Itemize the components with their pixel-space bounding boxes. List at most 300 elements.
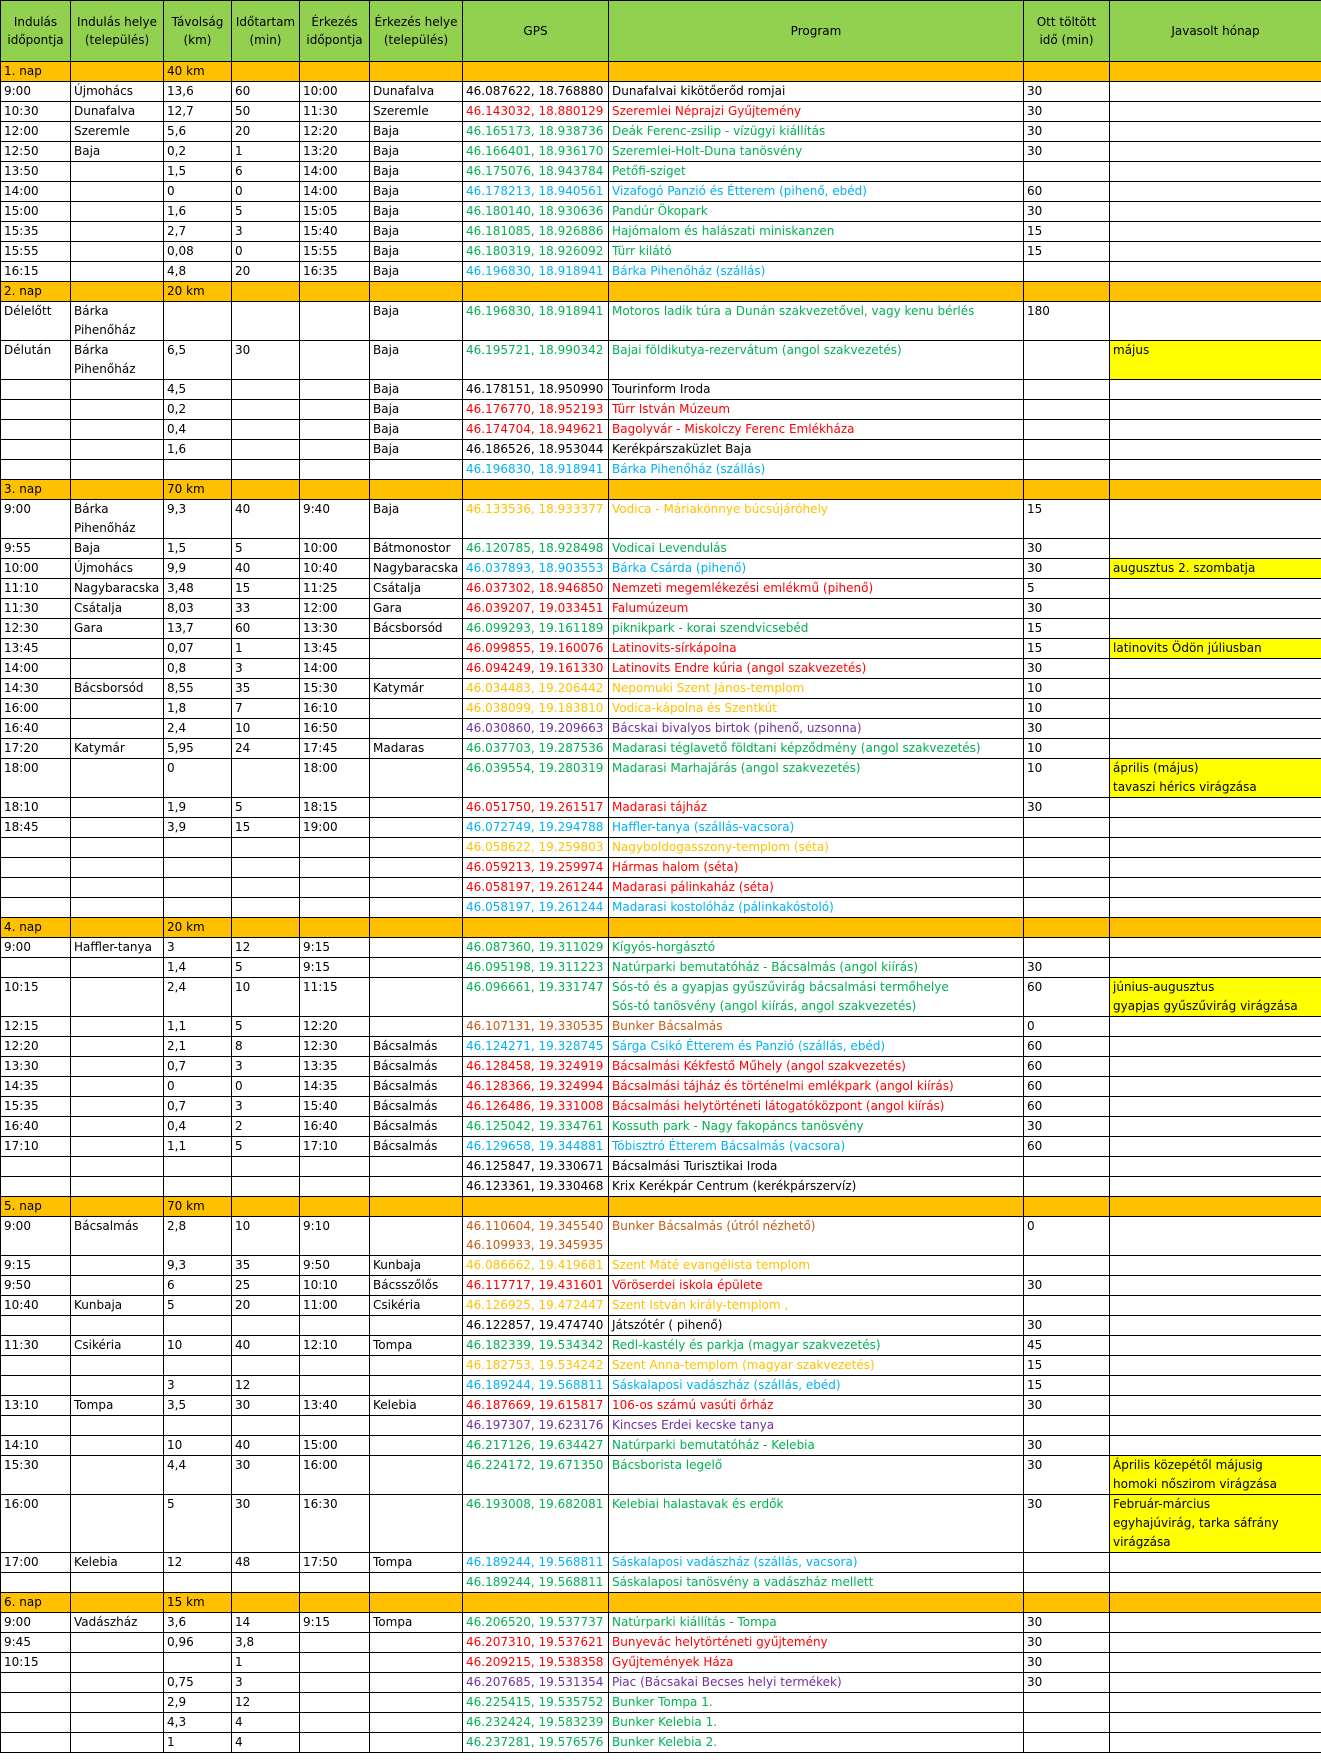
arrival-place: Baja <box>370 420 463 440</box>
program-name <box>609 579 1024 599</box>
arrival-time <box>300 838 370 858</box>
program-text: Sárga Csikó Étterem és Panzió (szállás, ebéd) <box>612 1039 886 1053</box>
program-text: Haffler-tanya (szállás-vacsora) <box>612 820 795 834</box>
distance-km: 13,6 <box>164 82 232 102</box>
departure-place: Csikéria <box>71 1336 164 1356</box>
departure-time: 14:30 <box>1 679 71 699</box>
time-spent: 60 <box>1024 1097 1110 1117</box>
itinerary-row <box>1 440 1321 460</box>
program-text: Szent Máté evangélista templom <box>612 1258 811 1272</box>
suggested-month <box>1110 1217 1321 1256</box>
day-distance: 20 km <box>164 282 232 302</box>
arrival-time: 15:40 <box>300 1097 370 1117</box>
suggested-month <box>1110 242 1321 262</box>
program-name <box>609 1157 1024 1177</box>
departure-place <box>71 858 164 878</box>
time-spent <box>1024 1296 1110 1316</box>
gps-value: 46.123361, 19.330468 <box>466 1179 604 1193</box>
distance-km: 0,4 <box>164 1117 232 1137</box>
time-spent: 60 <box>1024 1037 1110 1057</box>
itinerary-row <box>1 1653 1321 1673</box>
day-distance: 20 km <box>164 918 232 938</box>
day-label: 3. nap <box>1 480 71 500</box>
program-name <box>609 1633 1024 1653</box>
suggested-month <box>1110 579 1321 599</box>
distance-km: 3,48 <box>164 579 232 599</box>
distance-km: 6 <box>164 1276 232 1296</box>
suggested-month <box>1110 1177 1321 1197</box>
program-name <box>609 679 1024 699</box>
duration-min: 40 <box>232 500 300 539</box>
time-spent: 60 <box>1024 1077 1110 1097</box>
arrival-time: 13:45 <box>300 639 370 659</box>
departure-place: Nagybaracska <box>71 579 164 599</box>
month-text: Február-március <box>1113 1497 1211 1511</box>
program-name <box>609 1077 1024 1097</box>
itinerary-row <box>1 1097 1321 1117</box>
program-text: piknikpark - korai szendvicsebéd <box>612 621 809 635</box>
gps-value: 46.037703, 19.287536 <box>466 741 604 755</box>
arrival-time <box>300 1653 370 1673</box>
gps-coordinates <box>463 341 609 380</box>
arrival-time: 14:00 <box>300 182 370 202</box>
distance-km: 0,8 <box>164 659 232 679</box>
gps-coordinates <box>463 1316 609 1336</box>
program-text: Bácsborista legelő <box>612 1458 723 1472</box>
arrival-time <box>300 1416 370 1436</box>
duration-min: 10 <box>232 1217 300 1256</box>
gps-value: 46.058197, 19.261244 <box>466 880 604 894</box>
distance-km <box>164 460 232 480</box>
arrival-time: 11:30 <box>300 102 370 122</box>
duration-min: 50 <box>232 102 300 122</box>
suggested-month <box>1110 1336 1321 1356</box>
header-row <box>1 1 1321 62</box>
time-spent: 30 <box>1024 1316 1110 1336</box>
gps-value: 46.059213, 19.259974 <box>466 860 604 874</box>
itinerary-row <box>1 1673 1321 1693</box>
gps-coordinates <box>463 1057 609 1077</box>
arrival-place: Csikéria <box>370 1296 463 1316</box>
departure-place: Bárka Pihenőház <box>71 341 164 380</box>
departure-time <box>1 1713 71 1733</box>
arrival-place: Dunafalva <box>370 82 463 102</box>
distance-km: 2,8 <box>164 1217 232 1256</box>
departure-place <box>71 380 164 400</box>
departure-place <box>71 719 164 739</box>
suggested-month <box>1110 1436 1321 1456</box>
program-text: Gyűjtemények Háza <box>612 1655 734 1669</box>
arrival-place: Baja <box>370 142 463 162</box>
gps-coordinates <box>463 1097 609 1117</box>
gps-coordinates <box>463 162 609 182</box>
program-text: Hármas halom (séta) <box>612 860 739 874</box>
gps-value: 46.096661, 19.331747 <box>466 980 604 994</box>
program-name <box>609 1296 1024 1316</box>
gps-coordinates <box>463 460 609 480</box>
gps-value: 46.143032, 18.880129 <box>466 104 604 118</box>
arrival-time: 13:35 <box>300 1057 370 1077</box>
departure-place <box>71 1177 164 1197</box>
distance-km: 0,2 <box>164 400 232 420</box>
departure-place <box>71 1017 164 1037</box>
day-spacer <box>1024 918 1110 938</box>
duration-min: 20 <box>232 1296 300 1316</box>
header-departure-place: Indulás helye (település) <box>71 1 164 62</box>
departure-time <box>1 420 71 440</box>
day-spacer <box>463 62 609 82</box>
arrival-place: Bácsalmás <box>370 1097 463 1117</box>
distance-km: 4,4 <box>164 1456 232 1495</box>
departure-time: 15:30 <box>1 1456 71 1495</box>
program-text: Nemzeti megemlékezési emlékmű (pihenő) <box>612 581 874 595</box>
gps-value: 46.180140, 18.930636 <box>466 204 604 218</box>
departure-place <box>71 460 164 480</box>
program-text: Sáskalaposi vadászház (szállás, vacsora) <box>612 1555 858 1569</box>
time-spent: 30 <box>1024 539 1110 559</box>
duration-min: 3 <box>232 659 300 679</box>
suggested-month <box>1110 798 1321 818</box>
departure-place <box>71 1495 164 1553</box>
departure-time <box>1 460 71 480</box>
departure-place: Újmohács <box>71 559 164 579</box>
gps-value: 46.232424, 19.583239 <box>466 1715 604 1729</box>
program-name <box>609 878 1024 898</box>
program-name <box>609 262 1024 282</box>
gps-value: 46.189244, 19.568811 <box>466 1575 604 1589</box>
itinerary-row <box>1 182 1321 202</box>
program-name <box>609 659 1024 679</box>
distance-km: 12 <box>164 1553 232 1573</box>
duration-min: 60 <box>232 82 300 102</box>
gps-coordinates <box>463 539 609 559</box>
arrival-place <box>370 639 463 659</box>
suggested-month <box>1110 898 1321 918</box>
arrival-time <box>300 1693 370 1713</box>
program-text: Kossuth park - Nagy fakopáncs tanösvény <box>612 1119 864 1133</box>
departure-place <box>71 1436 164 1456</box>
suggested-month <box>1110 559 1321 579</box>
suggested-month <box>1110 1553 1321 1573</box>
itinerary-row <box>1 639 1321 659</box>
suggested-month <box>1110 858 1321 878</box>
program-name <box>609 242 1024 262</box>
gps-value: 46.126486, 19.331008 <box>466 1099 604 1113</box>
arrival-place <box>370 1376 463 1396</box>
gps-value: 46.125847, 19.330671 <box>466 1159 604 1173</box>
program-text: Natúrparki bemutatóház - Kelebia <box>612 1438 815 1452</box>
time-spent: 30 <box>1024 958 1110 978</box>
gps-value: 46.182339, 19.534342 <box>466 1338 604 1352</box>
time-spent: 60 <box>1024 182 1110 202</box>
duration-min <box>232 380 300 400</box>
arrival-time: 10:00 <box>300 82 370 102</box>
distance-km: 9,3 <box>164 500 232 539</box>
departure-place <box>71 1733 164 1753</box>
departure-time: 18:45 <box>1 818 71 838</box>
departure-time: 10:15 <box>1 978 71 1017</box>
suggested-month <box>1110 1613 1321 1633</box>
departure-place: Újmohács <box>71 82 164 102</box>
distance-km: 0,7 <box>164 1057 232 1077</box>
distance-km <box>164 1177 232 1197</box>
arrival-place: Bácsszőlős <box>370 1276 463 1296</box>
gps-value: 46.087360, 19.311029 <box>466 940 604 954</box>
arrival-time <box>300 1673 370 1693</box>
gps-value: 46.189244, 19.568811 <box>466 1378 604 1392</box>
departure-time: 16:15 <box>1 262 71 282</box>
day-distance: 70 km <box>164 480 232 500</box>
gps-coordinates <box>463 898 609 918</box>
itinerary-row <box>1 1733 1321 1753</box>
departure-time <box>1 1693 71 1713</box>
program-text: Kincses Erdei kecske tanya <box>612 1418 775 1432</box>
gps-coordinates <box>463 102 609 122</box>
program-text: Deák Ferenc-zsilip - vízügyi kiállítás <box>612 124 826 138</box>
departure-time <box>1 1733 71 1753</box>
departure-time: 17:10 <box>1 1137 71 1157</box>
day-spacer <box>609 1197 1024 1217</box>
suggested-month <box>1110 1416 1321 1436</box>
month-text: április (május) <box>1113 761 1199 775</box>
program-name <box>609 958 1024 978</box>
gps-value: 46.120785, 18.928498 <box>466 541 604 555</box>
distance-km: 5,6 <box>164 122 232 142</box>
time-spent <box>1024 262 1110 282</box>
header-distance: Távolság (km) <box>164 1 232 62</box>
time-spent: 5 <box>1024 579 1110 599</box>
itinerary-row <box>1 1256 1321 1276</box>
duration-min: 2 <box>232 1117 300 1137</box>
time-spent <box>1024 420 1110 440</box>
day-spacer <box>1024 1197 1110 1217</box>
itinerary-row <box>1 898 1321 918</box>
suggested-month <box>1110 878 1321 898</box>
time-spent: 30 <box>1024 122 1110 142</box>
gps-coordinates <box>463 719 609 739</box>
time-spent: 15 <box>1024 639 1110 659</box>
distance-km: 3,9 <box>164 818 232 838</box>
time-spent <box>1024 440 1110 460</box>
duration-min: 48 <box>232 1553 300 1573</box>
departure-time: 9:15 <box>1 1256 71 1276</box>
program-name <box>609 1396 1024 1416</box>
departure-place <box>71 182 164 202</box>
program-text: Bárka Pihenőház (szállás) <box>612 264 766 278</box>
arrival-place <box>370 1356 463 1376</box>
suggested-month <box>1110 1137 1321 1157</box>
departure-time <box>1 1573 71 1593</box>
suggested-month <box>1110 1117 1321 1137</box>
time-spent <box>1024 400 1110 420</box>
itinerary-row <box>1 460 1321 480</box>
suggested-month <box>1110 599 1321 619</box>
itinerary-row <box>1 82 1321 102</box>
arrival-time: 9:15 <box>300 1613 370 1633</box>
time-spent: 30 <box>1024 1633 1110 1653</box>
itinerary-row <box>1 699 1321 719</box>
day-spacer <box>463 480 609 500</box>
distance-km: 0,08 <box>164 242 232 262</box>
time-spent <box>1024 878 1110 898</box>
arrival-place: Baja <box>370 500 463 539</box>
itinerary-row <box>1 938 1321 958</box>
arrival-time: 13:20 <box>300 142 370 162</box>
suggested-month <box>1110 102 1321 122</box>
program-text: Bárka Csárda (pihenő) <box>612 561 747 575</box>
time-spent: 30 <box>1024 82 1110 102</box>
suggested-month <box>1110 262 1321 282</box>
duration-min: 12 <box>232 1693 300 1713</box>
departure-time: 11:10 <box>1 579 71 599</box>
arrival-time: 15:40 <box>300 222 370 242</box>
gps-value: 46.186526, 18.953044 <box>466 442 604 456</box>
program-name <box>609 838 1024 858</box>
program-name <box>609 639 1024 659</box>
day-spacer <box>300 282 370 302</box>
gps-value: 46.206520, 19.537737 <box>466 1615 604 1629</box>
day-label: 1. nap <box>1 62 71 82</box>
program-text: Natúrparki kiállítás - Tompa <box>612 1615 777 1629</box>
departure-time <box>1 400 71 420</box>
gps-value: 46.178213, 18.940561 <box>466 184 604 198</box>
distance-km: 1,1 <box>164 1137 232 1157</box>
duration-min <box>232 440 300 460</box>
arrival-time: 16:00 <box>300 1456 370 1495</box>
time-spent: 30 <box>1024 142 1110 162</box>
distance-km: 5,95 <box>164 739 232 759</box>
arrival-place: Baja <box>370 440 463 460</box>
gps-coordinates <box>463 559 609 579</box>
gps-value: 46.178151, 18.950990 <box>466 382 604 396</box>
header-time-spent: Ott töltött idő (min) <box>1024 1 1110 62</box>
itinerary-row <box>1 1336 1321 1356</box>
program-name <box>609 818 1024 838</box>
gps-coordinates <box>463 1276 609 1296</box>
program-text: Madarasi téglavető földtani képződmény (angol szakvezetés) <box>612 741 981 755</box>
month-text: gyapjas gyűszűvirág virágzása <box>1113 999 1298 1013</box>
distance-km: 1,4 <box>164 958 232 978</box>
program-name <box>609 1653 1024 1673</box>
day-spacer <box>370 918 463 938</box>
departure-time: 15:35 <box>1 1097 71 1117</box>
departure-time: 12:15 <box>1 1017 71 1037</box>
time-spent <box>1024 938 1110 958</box>
distance-km: 1,6 <box>164 440 232 460</box>
header-arrival-time: Érkezés időpontja <box>300 1 370 62</box>
gps-value: 46.225415, 19.535752 <box>466 1695 604 1709</box>
distance-km: 5 <box>164 1495 232 1553</box>
gps-coordinates <box>463 142 609 162</box>
duration-min <box>232 838 300 858</box>
departure-place: Szeremle <box>71 122 164 142</box>
day-spacer <box>71 1593 164 1613</box>
gps-coordinates <box>463 739 609 759</box>
arrival-time <box>300 400 370 420</box>
month-text: augusztus 2. szombatja <box>1113 561 1256 575</box>
program-text: Sáskalaposi tanösvény a vadászház mellett <box>612 1575 874 1589</box>
suggested-month <box>1110 978 1321 1017</box>
gps-coordinates <box>463 1296 609 1316</box>
program-text: Kerékpárszaküzlet Baja <box>612 442 752 456</box>
program-name <box>609 1495 1024 1553</box>
itinerary-row <box>1 1376 1321 1396</box>
arrival-time <box>300 460 370 480</box>
gps-coordinates <box>463 1653 609 1673</box>
itinerary-row <box>1 341 1321 380</box>
arrival-place <box>370 978 463 1017</box>
itinerary-row <box>1 1137 1321 1157</box>
duration-min: 7 <box>232 699 300 719</box>
day-spacer <box>1110 1197 1321 1217</box>
arrival-place <box>370 1157 463 1177</box>
gps-coordinates <box>463 1356 609 1376</box>
departure-place: Csátalja <box>71 599 164 619</box>
departure-time: 16:40 <box>1 719 71 739</box>
itinerary-row <box>1 1177 1321 1197</box>
program-name <box>609 1613 1024 1633</box>
time-spent <box>1024 898 1110 918</box>
time-spent: 30 <box>1024 1613 1110 1633</box>
program-name <box>609 1356 1024 1376</box>
suggested-month <box>1110 838 1321 858</box>
arrival-place: Bácsalmás <box>370 1077 463 1097</box>
distance-km: 1,5 <box>164 539 232 559</box>
gps-value: 46.217126, 19.634427 <box>466 1438 604 1452</box>
gps-coordinates <box>463 938 609 958</box>
day-spacer <box>370 1593 463 1613</box>
departure-time: 13:50 <box>1 162 71 182</box>
duration-min: 3,8 <box>232 1633 300 1653</box>
gps-value: 46.072749, 19.294788 <box>466 820 604 834</box>
day-spacer <box>1110 62 1321 82</box>
time-spent: 0 <box>1024 1217 1110 1256</box>
suggested-month <box>1110 380 1321 400</box>
arrival-time: 9:15 <box>300 938 370 958</box>
month-text: egyhajúvirág, tarka sáfrány <box>1113 1516 1279 1530</box>
time-spent: 30 <box>1024 659 1110 679</box>
program-text: Latinovits Endre kúria (angol szakvezetés) <box>612 661 867 675</box>
itinerary-row <box>1 798 1321 818</box>
duration-min: 1 <box>232 142 300 162</box>
arrival-time: 13:30 <box>300 619 370 639</box>
day-spacer <box>300 1593 370 1613</box>
program-text: Dunafalvai kikötőerőd romjai <box>612 84 786 98</box>
departure-place: Vadászház <box>71 1613 164 1633</box>
duration-min <box>232 1356 300 1376</box>
gps-value: 46.175076, 18.943784 <box>466 164 604 178</box>
arrival-time: 16:50 <box>300 719 370 739</box>
program-text: Madarasi pálinkaház (séta) <box>612 880 774 894</box>
suggested-month <box>1110 202 1321 222</box>
itinerary-row <box>1 539 1321 559</box>
duration-min: 30 <box>232 1495 300 1553</box>
time-spent: 180 <box>1024 302 1110 341</box>
time-spent: 30 <box>1024 1276 1110 1296</box>
gps-coordinates <box>463 1456 609 1495</box>
program-text: Tourinform Iroda <box>612 382 711 396</box>
arrival-time <box>300 302 370 341</box>
gps-value: 46.110604, 19.345540 <box>466 1219 604 1233</box>
distance-km: 2,4 <box>164 719 232 739</box>
program-text: Vizafogó Panzió és Étterem (pihenő, ebéd) <box>612 184 867 198</box>
day-spacer <box>71 918 164 938</box>
program-text: Bunyevác helytörténeti gyűjtemény <box>612 1635 828 1649</box>
departure-place <box>71 1673 164 1693</box>
suggested-month <box>1110 1396 1321 1416</box>
program-text: Sós-tó tanösvény (angol kiírás, angol szakvezetés) <box>612 999 917 1013</box>
gps-value: 46.224172, 19.671350 <box>466 1458 604 1472</box>
